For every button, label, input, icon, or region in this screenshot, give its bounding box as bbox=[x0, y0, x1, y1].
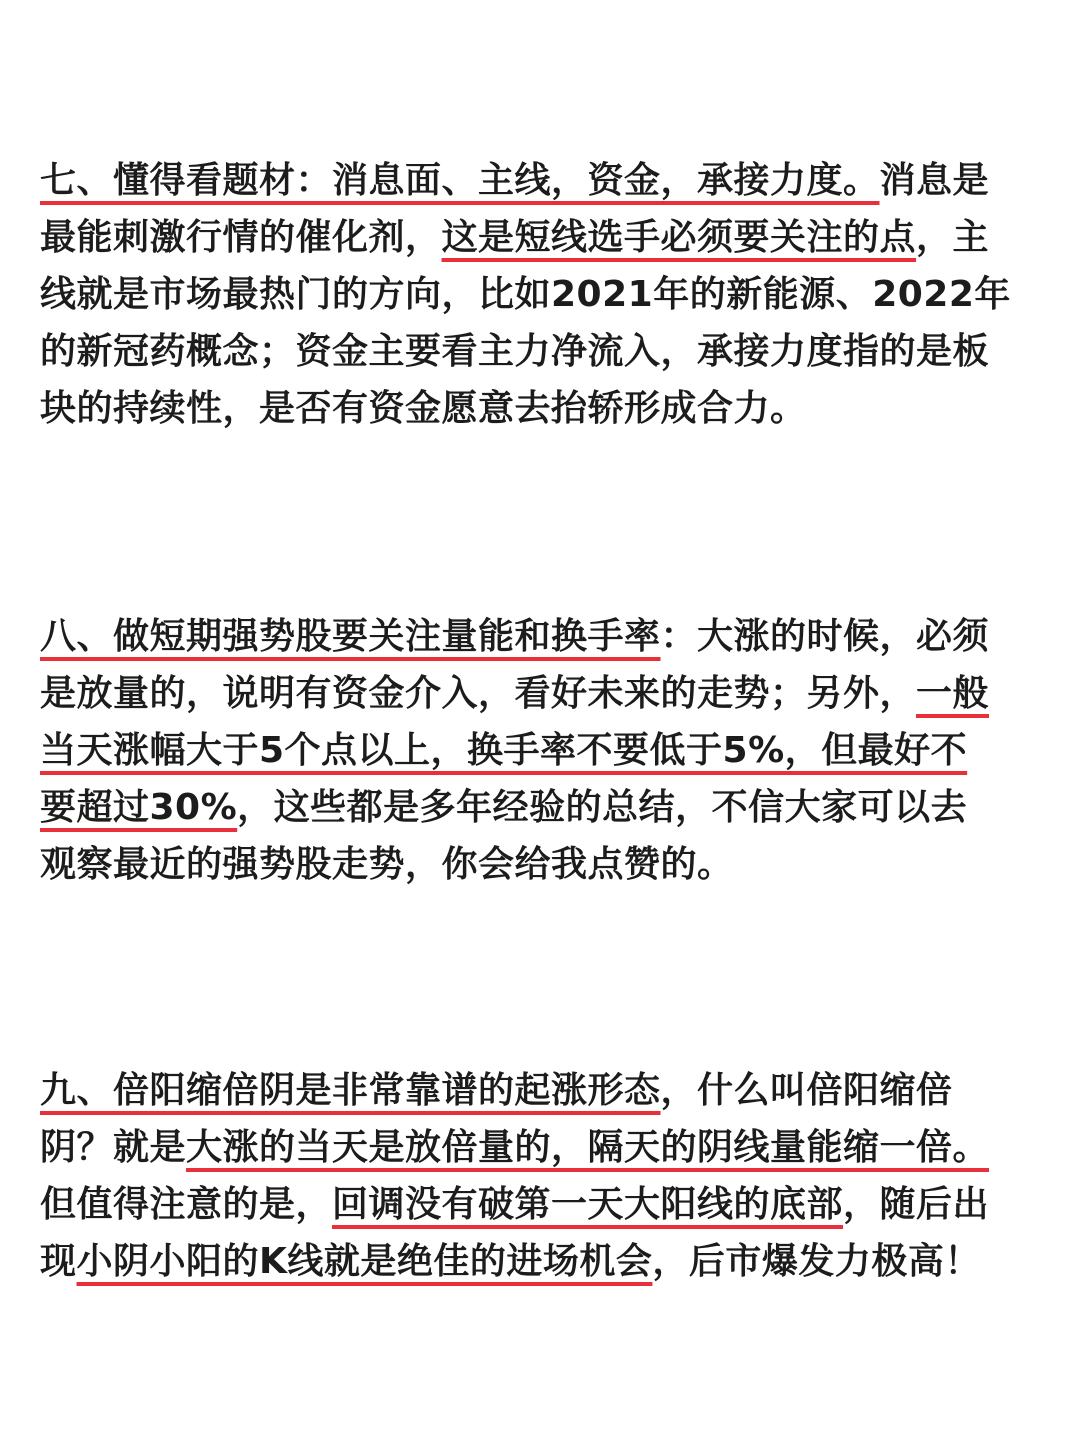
text-line bbox=[40, 1233, 1040, 1290]
text-run: ，主 bbox=[916, 217, 990, 258]
highlighted-text: 小阴小阳的K线就是绝佳的进场机会 bbox=[76, 1241, 653, 1282]
text-run: 最能刺激行情的催化剂， bbox=[40, 217, 442, 258]
section-topic-nine bbox=[40, 1062, 1040, 1290]
text-line bbox=[40, 152, 1040, 209]
text-run: ：大涨的时候，必须 bbox=[660, 616, 990, 657]
highlighted-text: 一般 bbox=[916, 673, 990, 714]
highlighted-text: 九、倍阳缩倍阴是非常靠谱的起涨形态 bbox=[40, 1070, 661, 1111]
text-run: 现 bbox=[40, 1241, 77, 1282]
text-run: 块的持续性，是否有资金愿意去抬轿形成合力。 bbox=[40, 388, 807, 429]
text-line bbox=[40, 209, 1040, 266]
highlighted-text: 八、做短期强势股要关注量能和换手率 bbox=[40, 616, 661, 657]
text-run: ，后市爆发力极高！ bbox=[652, 1241, 981, 1282]
text-line bbox=[40, 722, 1040, 779]
text-line bbox=[40, 779, 1040, 836]
highlighted-text: 回调没有破第一天大阳线的底部 bbox=[332, 1184, 844, 1225]
highlighted-text: 要超过30% bbox=[40, 787, 238, 828]
text-run: 的新冠药概念；资金主要看主力净流入，承接力度指的是板 bbox=[40, 331, 990, 372]
text-line bbox=[40, 266, 1040, 323]
text-line bbox=[40, 380, 1040, 437]
section-topic-seven bbox=[40, 152, 1040, 437]
highlighted-text: 当天涨幅大于5个点以上，换手率不要低于5%，但最好不 bbox=[40, 730, 968, 771]
text-line bbox=[40, 1062, 1040, 1119]
highlighted-text: 大涨的当天是放倍量的，隔天的阴线量能缩一倍。 bbox=[186, 1127, 990, 1168]
text-line bbox=[40, 608, 1040, 665]
text-run: 是放量的，说明有资金介入，看好未来的走势；另外， bbox=[40, 673, 917, 714]
section-topic-eight bbox=[40, 608, 1040, 893]
text-run: 阴？就是 bbox=[40, 1127, 187, 1168]
text-line bbox=[40, 1176, 1040, 1233]
text-line bbox=[40, 665, 1040, 722]
text-run: 消息是 bbox=[879, 160, 990, 201]
highlighted-text: 这是短线选手必须要关注的点 bbox=[441, 217, 917, 258]
text-run: 但值得注意的是， bbox=[40, 1184, 333, 1225]
highlighted-text: 七、懂得看题材：消息面、主线，资金，承接力度。 bbox=[40, 160, 880, 201]
text-run: ，随后出 bbox=[843, 1184, 990, 1225]
text-line bbox=[40, 836, 1040, 893]
text-line bbox=[40, 323, 1040, 380]
text-run: 观察最近的强势股走势，你会给我点赞的。 bbox=[40, 844, 734, 885]
text-line bbox=[40, 1119, 1040, 1176]
text-run: 线就是市场最热门的方向，比如2021年的新能源、2022年 bbox=[40, 274, 1011, 315]
text-run: ，这些都是多年经验的总结，不信大家可以去 bbox=[237, 787, 968, 828]
text-run: ，什么叫倍阳缩倍 bbox=[660, 1070, 953, 1111]
